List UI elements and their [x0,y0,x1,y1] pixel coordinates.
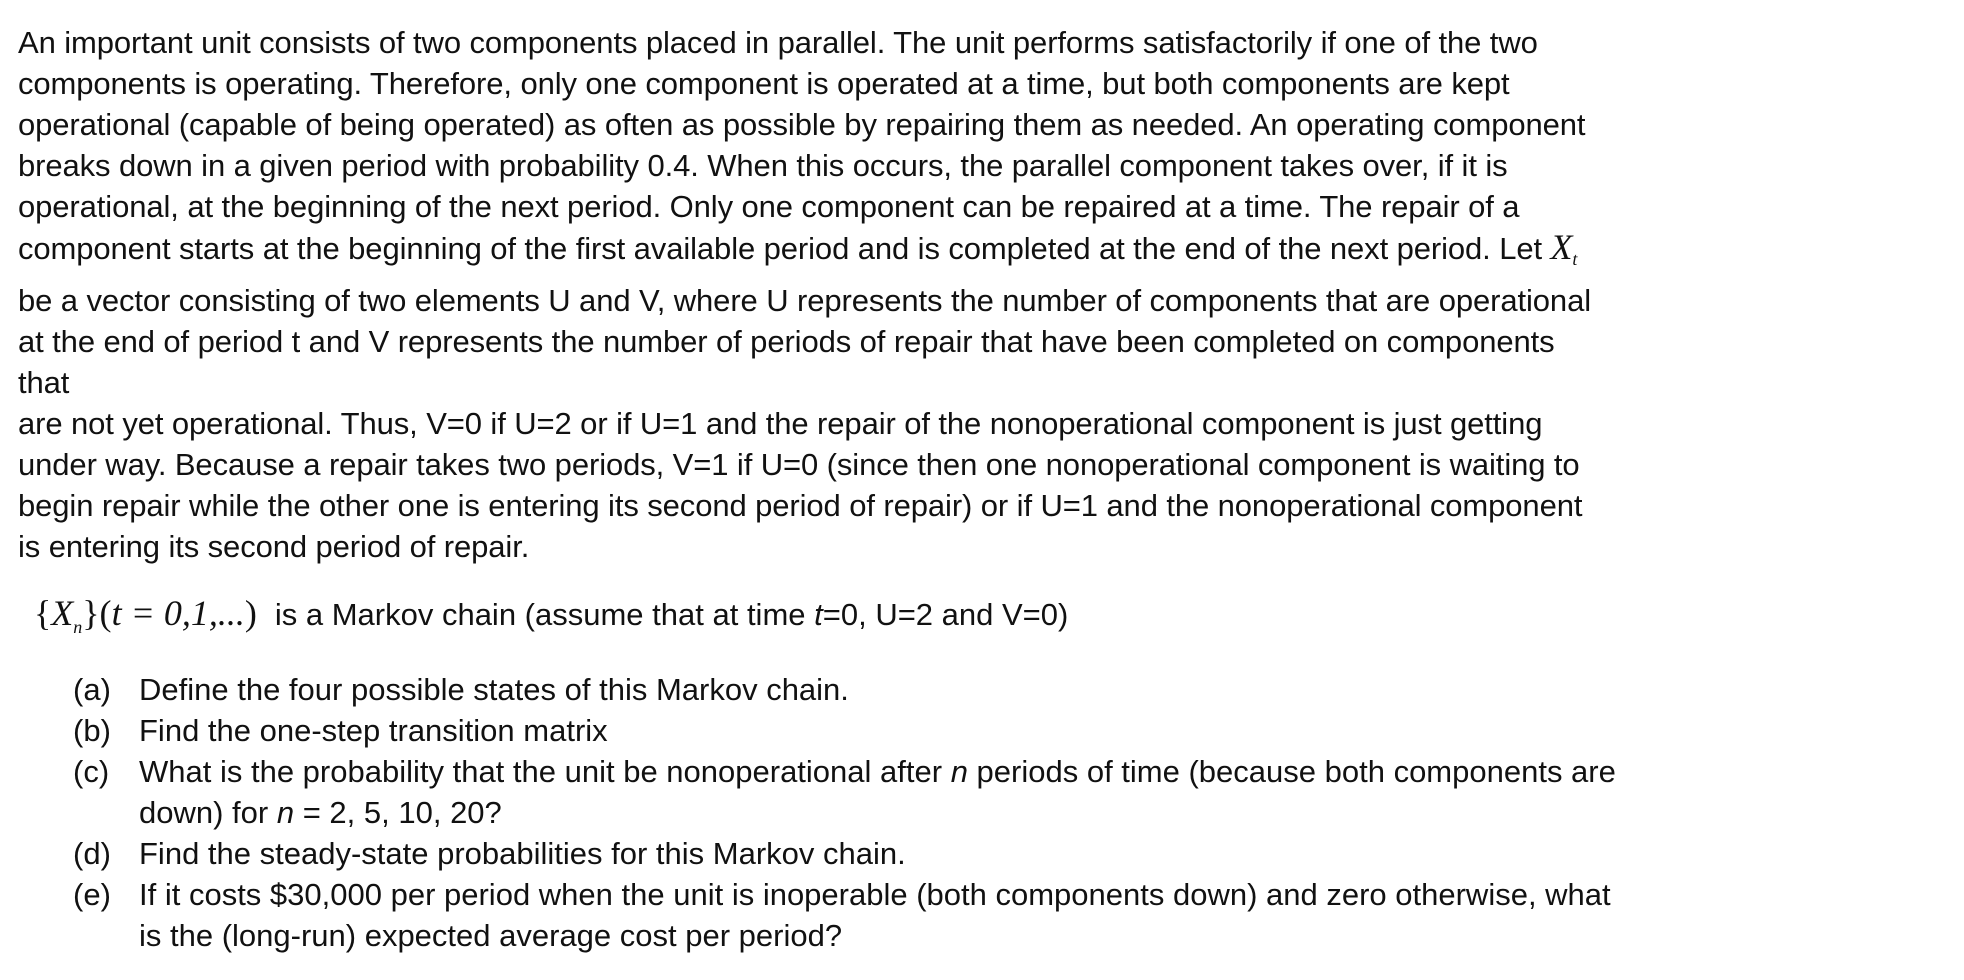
question-item [73,710,1818,751]
question-marker: (d) [73,836,111,871]
question-text: Define the four possible states of this Markov chain. [139,672,849,707]
question-item [73,833,1818,874]
question-text: If it costs $30,000 per period when the unit is inoperable (both components down) and zero otherwise, what is the (long-run) expected average cost per period? [139,877,1611,953]
question-marker: (a) [73,672,111,707]
question-marker: (e) [73,877,111,912]
markov-text-after: =0, U=2 and V=0) [822,597,1069,632]
paragraph-line: is entering its second period of repair. [18,529,530,564]
question-item [73,669,1818,710]
paragraph-line: breaks down in a given period with probability 0.4. When this occurs, the parallel component takes over, if it is [18,148,1508,183]
paragraph-line: at the end of period t and V represents the number of periods of repair that have been completed on components [18,324,1555,359]
question-marker: (b) [73,713,111,748]
problem-paragraph [18,22,1818,567]
paragraph-line: An important unit consists of two components placed in parallel. The unit performs satisfactorily if one of the two [18,25,1538,60]
paragraph-line: that [18,365,70,400]
paragraph-line: are not yet operational. Thus, V=0 if U=2 or if U=1 and the repair of the nonoperational component is just getting [18,406,1543,441]
paragraph-line-text: component starts at the beginning of the first available period and is completed at the end of the next period. Let [18,231,1542,266]
question-marker: (c) [73,754,110,789]
markov-t-var: t [814,597,823,632]
question-item [73,874,1818,956]
xt-symbol: $X_t$ [1550,227,1578,269]
question-item [73,751,1818,833]
paragraph-line: begin repair while the other one is entering its second period of repair) or if U=1 and the nonoperational component [18,488,1583,523]
markov-chain-statement [18,589,1818,651]
paragraph-line: components is operating. Therefore, only one component is operated at a time, but both components are kept [18,66,1510,101]
problem-document [18,22,1818,956]
paragraph-line: under way. Because a repair takes two periods, V=1 if U=0 (since then one nonoperational component is waiting to [18,447,1580,482]
question-list [73,669,1818,956]
question-text: What is the probability that the unit be nonoperational after n periods of time (because both components are down) for n = 2, 5, 10, 20? [139,754,1616,830]
question-text: Find the one-step transition matrix [139,713,608,748]
paragraph-line: operational, at the beginning of the next period. Only one component can be repaired at a time. The repair of a [18,189,1520,224]
markov-chain-notation: $\{X_n\}(t = 0,1,...)$ [34,593,257,637]
paragraph-line: be a vector consisting of two elements U and V, where U represents the number of components that are operational [18,283,1591,318]
paragraph-line-with-xt [18,227,1818,280]
paragraph-line: operational (capable of being operated) as often as possible by repairing them as needed. An operating component [18,107,1586,142]
markov-text-before: is a Markov chain (assume that at time [274,597,815,632]
question-text: Find the steady-state probabilities for this Markov chain. [139,836,906,871]
